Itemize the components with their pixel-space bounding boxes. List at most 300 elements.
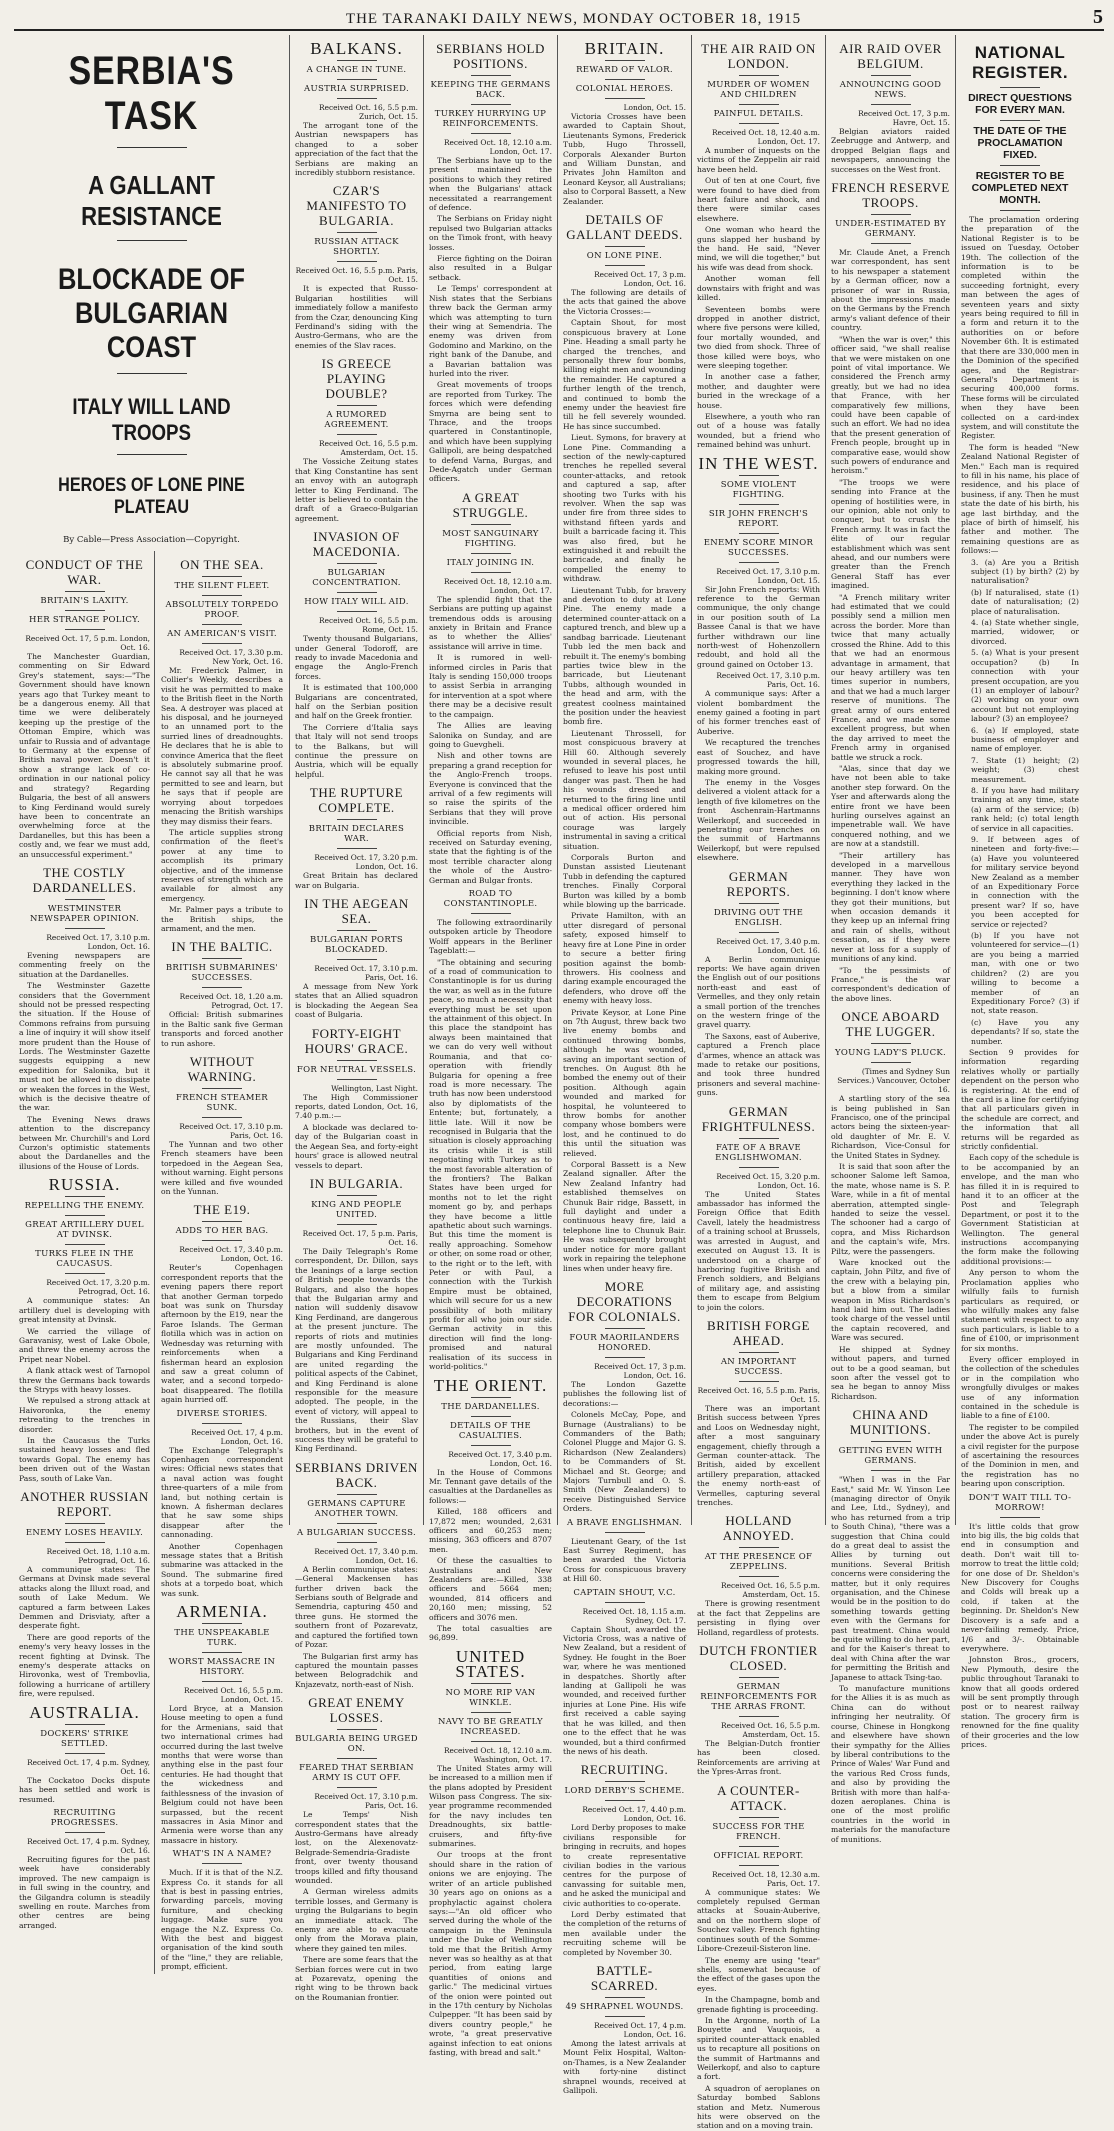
article xyxy=(563,1279,686,1514)
article-deck: AUSTRIA SURPRISED. xyxy=(304,84,409,94)
article-paragraph: The United States army will be increased to a million men if the plans adopted by President Wilson pass Congress. The six-year programme recommended for the navy includes ten Dreadnoughts, six battle-cruisers, and fifty-five submarines. xyxy=(429,1763,552,1849)
article-headline: MORE DECORATIONS FOR COLONIALS. xyxy=(568,1278,681,1324)
article-paragraph: The Serbians have up to the present maintained the positions to which they retired when the Bulgarians' attack necessitated a rearrangement of defence. xyxy=(429,156,552,213)
article-paragraph: Section 9 provides for information regarding relatives wholly or partially dependent on the person who is registering. At the end of the card is a line for certifying that all particulars given in the schedule are correct, and the information that all returns will be regarded as strictly confidential. xyxy=(961,1047,1079,1151)
article-paragraph: Private Hamilton, with an utter disregard of personal safety, exposed himself to heavy fire at Lone Pine in order to secure a better firing position against the bomb-throwers. His coolness and daring example encouraged the defenders, who drove off the enemy with heavy loss. xyxy=(563,911,686,1006)
article-headline: IN BULGARIA. xyxy=(309,1175,404,1191)
article-paragraph: The United States ambassador has informed the Foreign Office that Edith Cavell, lately the headmistress of a training school at Brussels, was arrested in August, and executed on August 13. It is understood on a charge of harboring fugitive British and French soldiers, and Belgians of military age, and assisting them to escape from Belgium to join the colors. xyxy=(697,1189,820,1312)
rule xyxy=(65,610,105,611)
article-paragraph: Ware knocked out the captain, John Piltz, and five of the crew with a belaying pin, but a blow from a similar weapon in Miss Richardson's hand laid him out. The ladies took charge of the vessel until the captain recovered, and Ware was secured. xyxy=(831,1258,950,1343)
article xyxy=(961,1048,1079,1489)
article-paragraph: Lord Derby proposes to make civilians responsible for bringing in recruits, and hopes to create representative civilian bodies in the various centres for the purpose of canvassing for suitable men, and he asked the municipal and civic authorities to co-operate. xyxy=(563,1823,686,1908)
article-paragraph: A flank attack west of Tarnopol threw the Germans back towards the Stryps with heavy losses. xyxy=(19,1366,150,1394)
article-paragraph: The Allies are leaving Salonika on Sunday, and are going to Guevgheli. xyxy=(429,721,552,749)
article-deck: ENEMY SCORE MINOR SUCCESSES. xyxy=(703,537,814,558)
article-paragraph: We recaptured the trenches east of Souchez, and have progressed towards the hill, making more ground. xyxy=(697,738,820,776)
rule xyxy=(739,504,779,505)
article xyxy=(161,1849,283,1971)
rule xyxy=(871,1470,911,1471)
article-dateline: Received Oct. 18, 12.10 a.m. London, Oct. 17. xyxy=(443,138,552,156)
article-paragraph: Colonels McCay, Pope, and Burnage (Australians) to be Commanders of the Bath; Colonel Plugge and Major G. S. Richardson (New Zealanders) to be Commanders of St. Michael and St. George; and Majors Turnbull and O. S. Smith (New Zealanders) to receive Distinguished Service Orders. xyxy=(563,1410,686,1514)
article-paragraph: The enemy are using "tear" shells, somewhat because of the effect of the gases upon the eyes. xyxy=(697,1955,820,1993)
article-dateline: Received Oct. 17, 3.20 p.m. Petrograd, Oct. 16. xyxy=(46,1278,150,1297)
rule xyxy=(1000,165,1040,166)
article-deck: ROAD TO CONSTANTINOPLE. xyxy=(443,889,538,909)
rule xyxy=(202,1240,242,1241)
article-dateline: Received Oct. 18, 1.20 a.m. Petrograd, Oct. 17. xyxy=(179,992,283,1011)
article-dateline: Received Oct. 17, 4.40 p.m. London, Oct. 16. xyxy=(582,1805,686,1824)
article-deck: REPELLING THE ENEMY. xyxy=(24,1201,145,1212)
rule xyxy=(605,1357,645,1358)
rule xyxy=(605,1997,645,1998)
rule xyxy=(202,1623,242,1624)
article-headline: BRITAIN. xyxy=(584,39,665,58)
article-headline: WITHOUT WARNING. xyxy=(187,1054,257,1084)
article-paragraph: Lieutenant Tubb, for bravery and devotion to duty at Lone Pine. The enemy made a determined counter-attack on a captured trench, and blew up a sandbag barricade. Lieutenant Tubb led the men back and rebuilt it. The enemy's bombing parties twice blew in the barricade, but Lieutenant Tubbs, although wounded in the head and arm, with the greatest coolness maintained the position under the heaviest bomb fire. xyxy=(563,585,686,727)
article-deck: CAPTAIN SHOUT, V.C. xyxy=(573,1587,676,1598)
rule xyxy=(739,1547,779,1548)
article-paragraph: The total casualties are 96,899. xyxy=(429,1624,552,1643)
article xyxy=(295,1460,418,1689)
article xyxy=(19,557,150,859)
rule xyxy=(337,1758,377,1759)
rule xyxy=(471,75,511,76)
article-dateline: Received Oct. 16, 5.5 p.m. Paris, Oct. 15. xyxy=(295,266,418,285)
article xyxy=(19,1808,150,1930)
headline-italy: ITALY WILL LAND TROOPS xyxy=(72,394,231,445)
rule xyxy=(605,1781,645,1782)
article-paragraph: The Cockatoo Docks dispute has been settled and work is resumed. xyxy=(19,1775,150,1804)
article-paragraph: The High Commissioner reports, dated London, Oct. 16, 7.40 p.m.:— xyxy=(295,1092,418,1121)
article xyxy=(697,1104,820,1312)
article-paragraph: There are some fears that the Serbian forces were cut in two at Pozarevatz, opening the right wing to be thrown back on the Roumanian frontier. xyxy=(295,1955,418,2002)
article-paragraph: Corporal Bassett is a New Zealand signaller. After the New Zealand Infantry had established themselves on Chunuk Bair ridge, Bassett, in full daylight and under a continuous heavy fire, laid a telephone line to Chunuk Bair. He was subsequently brought under notice for more gallant work in repairing the telephone lines when under heavy fire. xyxy=(563,1160,686,1273)
article-headline: THE ORIENT. xyxy=(433,1375,548,1395)
article-paragraph: Among the latest arrivals at Mount Felix Hospital, Walton-on-Thames, is a New Zealander with forty-nine distinct shrapnel wounds, received at Gallipoli. xyxy=(563,2039,686,2096)
article-deck: BULGARIAN CONCENTRATION. xyxy=(312,568,401,589)
rule xyxy=(337,959,377,960)
article-paragraph: Johnston Bros., grocers, New Plymouth, desire the public throughout Taranaki to know that all goods ordered will be sent promptly through post or to nearest railway station. The grocery firm is renowned for the fine quality of their groceries and the low prices. xyxy=(961,1655,1079,1749)
article xyxy=(161,939,283,1048)
article xyxy=(161,1604,283,1845)
article xyxy=(19,1177,150,1483)
article-headline: THE COSTLY DARDANELLES. xyxy=(32,864,137,895)
article-headline: CHINA AND MUNITIONS. xyxy=(849,1407,932,1438)
article-paragraph: Our troops at the front should share in the ration of onions we are enjoying. The writer of an article published 30 years ago on onions as a prophylactic against cholera says:—"An old officer who served during the whole of the campaign in the Peninsula under the Duke of Wellington told me that the British Army never was so healthy as at that period, from eating large quantities of onions and garlic." The medicinal virtues of the onion were pointed out in the 17th century by Nicholas Culpepper. "It has been said by divers country people," he wrote, "a great preservative against infection to eat onions fasting, with bread and salt." xyxy=(429,1850,552,2057)
article-headline: ANOTHER RUSSIAN REPORT. xyxy=(20,1489,149,1519)
rule xyxy=(739,1677,779,1678)
rule xyxy=(337,98,377,99)
article-paragraph: Another Copenhagen message states that a British submarine was attacked in the Sound. The submarine fired shots at a torpedo boat, which was sunk. xyxy=(161,1541,283,1598)
divider xyxy=(117,147,187,148)
article xyxy=(831,41,950,174)
article-paragraph: Lieutenant Throssell, for most conspicuous bravery at Hill 60. Although severely wounded in several places, he refused to leave his post until danger was past. Then he had his wounds dressed and returned to the firing line until a medical officer ordered him out of action. His personal courage was largely instrumental in saving a critical situation. xyxy=(563,728,686,851)
article-paragraph: Mr. Palmer pays a tribute to the British ships, the armament, and the men. xyxy=(161,905,283,933)
article-paragraph: Lieut. Symons, for bravery at Lone Pine. Commanding a section of the newly-captured trenches he repelled several counter-attacks, and retook and captured a sap, after shooting two Turks with his revolver. When the sap was under fire from three sides to withstand fifteen yards and built a barricade facing it. This was also fired, but he extinguished it and rebuilt the barricade, and finally he compelled the enemy to withdraw. xyxy=(563,433,686,584)
article xyxy=(429,41,552,484)
rule xyxy=(605,2016,645,2017)
article-deck: AT THE PRESENCE OF ZEPPELINS. xyxy=(704,1552,813,1573)
article xyxy=(697,41,820,450)
rule xyxy=(337,848,377,849)
rule xyxy=(202,1117,242,1118)
article-headline: CZAR'S MANIFESTO TO BULGARIA. xyxy=(306,183,407,229)
article-deck: MOST SANGUINARY FIGHTING. xyxy=(442,528,539,549)
masthead-title: THE TARANAKI DAILY NEWS, MONDAY OCTOBER 18, 1915 xyxy=(345,11,802,27)
article-dateline: Received Oct. 16, 5.5 p.m. Paris, Oct. 15. xyxy=(697,1385,820,1404)
article-dateline: Received Oct. 17, 5 p.m. Paris, Oct. 16. xyxy=(302,1228,418,1247)
article-paragraph: "Alas, since that day we have not been able to take another step forward. On the Yser and afterwards along the entire front we have been hurling ourselves against an impenetrable wall. We have conquered nothing, and we are now at a standstill. xyxy=(831,763,950,849)
article-paragraph: "The obtaining and securing of a road of communication to Constantinople is for us during the war, as well as in the future peace, so much a necessity that everything must be set upon the attainment of this object. In this place the standpoint has always been maintained that we can do very well without Roumania, and that co-operation with friendly Bulgaria for opening a free road is more necessary. The truth has now been understood also by diplomatists of the Entente; but, fortunately, a little late. Will it now be recognised in Bulgaria that the situation is closely approaching its crisis while it is still negotiating with Turkey as to the most favorable alteration of the frontiers? The Balkan States have been urged for months not to let the right moment go by, and perhaps they have become a little apathetic about such warnings. But this time the moment is really approaching. Somehow or other, on some road or other, to the right or to the left, with Peter or with Paul, a connection with the Turkish Empire must be obtained, which will secure for us a new possibility of both military profit for all who join our side. German activity in this direction will find the long-promised and natural realisation of its success in world-politics." xyxy=(429,957,552,1372)
article-headline: SERBIANS HOLD POSITIONS. xyxy=(436,41,545,71)
column-balkans xyxy=(290,35,424,2002)
article-deck: A RUMORED AGREEMENT. xyxy=(324,410,389,431)
article xyxy=(563,1963,686,2095)
article-paragraph: In the Argonne, north of La Bouyette and Vauquois, a spirited counter-attack enabled us to recapture all positions on the summit of Hartmanns and Weilerkopf, and also to capture a fort. xyxy=(697,2015,820,2082)
rule xyxy=(739,562,779,563)
article xyxy=(161,1409,283,1599)
article-deck: ADDS TO HER BAG. xyxy=(175,1226,269,1237)
article-deck: NO MORE RIP VAN WINKLE. xyxy=(445,1687,536,1708)
article-deck: AN AMERICAN'S VISIT. xyxy=(167,629,277,639)
article-headline: SERBIANS DRIVEN BACK. xyxy=(295,1459,418,1490)
article-paragraph: To manufacture munitions for the Allies it is as much as China can do without infringing her neutrality. Of course, Chinese in Hongkong and elsewhere have shown their sympathy for the Allies by liberal contributions to the Prince of Wales' War Fund and the various Red Cross funds, and also by providing the British with more than half-a-dozen aeroplanes. China is one of the most prolific countries in the world in materials for the manufacture of munitions. xyxy=(831,1684,950,1844)
article-paragraph: Much. If it is that of the N.Z. Express Co. it stands for all that is best in passing entries, forwarding parcels, moving furniture, and checking luggage. Make sure you engage the N.Z. Express Co. With the best and biggest organisation of the kind south of the "line," they are reliable, prompt, efficient. xyxy=(161,1868,283,1972)
article-dateline: Received Oct. 17, 5 p.m. London, Oct. 16. xyxy=(25,634,150,652)
article-paragraph: Lieutenant Geary, of the 1st East Surrey Regiment, has been awarded the Victoria Cross for conspicuous bravery at Hill 60. xyxy=(563,1536,686,1584)
article-paragraph: Fierce fighting on the Doiran also resulted in a Bulgar setback. xyxy=(429,254,552,282)
article-paragraph: Le Temps' correspondent at Nish states that the Serbians threw back the German army which was attempting to turn their wing at Semendria. The enemy was driven from Godomino and Markino, on the right bank of the Danube, and a Bavarian battalion was hurled into the river. xyxy=(429,284,552,378)
article-paragraph: A communique says: After a violent bombardment the enemy gained a footing in part of his former trenches east of Auberive. xyxy=(697,689,820,736)
rule xyxy=(337,1787,377,1788)
article-deck: DON'T WAIT TILL TO-MORROW! xyxy=(968,1492,1072,1513)
article-deck: DRIVING OUT THE ENGLISH. xyxy=(713,907,804,928)
rule xyxy=(739,1167,779,1168)
article-deck: THE SILENT FLEET. xyxy=(174,581,270,591)
article-dateline: Received Oct. 17, 3.20 p.m. London, Oct. 16. xyxy=(314,853,418,872)
orient-stories xyxy=(429,1375,552,2058)
rule xyxy=(605,1532,645,1533)
article-deck: SIR JOHN FRENCH'S REPORT. xyxy=(708,508,809,529)
masthead xyxy=(14,6,1104,31)
article-paragraph: Belgian aviators raided Zeebrugge and Antwerp, and dropped Belgian flags and newspapers, announcing the successes on the West front. xyxy=(831,127,950,174)
article-dateline: Received Oct. 16, 5.5 p.m. Amsterdam, Oct. 15. xyxy=(721,1581,820,1600)
article-dateline: London, Oct. 15. xyxy=(623,103,686,112)
article-deck: TURKEY HURRYING UP REINFORCEMENTS. xyxy=(434,109,547,129)
rule xyxy=(605,60,645,61)
article-paragraph: A number of inquests on the victims of the Zeppelin air raid have been held. xyxy=(697,146,820,174)
article-paragraph: "Their artillery has developed in a marvellous manner. They have won everything they lacked in the beginning. I don't know where they got their munitions, but when occasion demands it they keep up an infernal fring and rain of shells, without cessation, as if they were never at loss for a supply of munitions of any kind. xyxy=(831,850,950,964)
article xyxy=(295,41,418,177)
article-paragraph: A blockade was declared to-day of the Bulgarian coast in the Aegean Sea, and forty-eight hours' grace is allowed neutral vessels to depart. xyxy=(295,1122,418,1170)
article-deck: TURKS FLEE IN THE CAUCASUS. xyxy=(35,1249,134,1270)
article-dateline: Received Oct. 17, 3.40 p.m. London, Oct. 16. xyxy=(716,936,820,955)
byline: By Cable—Press Association—Copyright. xyxy=(63,535,240,545)
rule xyxy=(65,591,105,592)
headline-gallant-resistance: A GALLANT RESISTANCE xyxy=(81,170,222,231)
article-deck: WESTMINSTER NEWSPAPER OPINION. xyxy=(29,903,140,924)
article-dateline: Received Oct. 18, 12.10 a.m. London, Oct. 17. xyxy=(443,576,552,595)
article-paragraph: The London Gazette publishes the following list of decorations:— xyxy=(563,1379,686,1408)
article-paragraph: 5. (a) What is your present occupation? (b) In connection with your present occupation, are you (1) an employer of labour? (2) working on your own account but not employing labour? (3) an employee? xyxy=(971,648,1079,724)
article-deck: 49 SHRAPNEL WOUNDS. xyxy=(565,2002,684,2012)
article-dateline: Received Oct. 17, 4 p.m. London, Oct. 16. xyxy=(594,2021,686,2039)
article xyxy=(563,1518,686,1584)
article-deck: SOME VIOLENT FIGHTING. xyxy=(720,479,797,500)
article-deck: RUSSIAN ATTACK SHORTLY. xyxy=(314,237,399,258)
rule xyxy=(337,1079,377,1080)
article xyxy=(961,1493,1079,1750)
rule xyxy=(337,563,377,564)
article-deck: FOR NEUTRAL VESSELS. xyxy=(296,1064,417,1075)
article-headline: UNITED STATES. xyxy=(455,1646,526,1681)
article-headline: GERMAN REPORTS. xyxy=(726,868,791,899)
article-deck: UNDER-ESTIMATED BY GERMANY. xyxy=(835,219,946,240)
article-headline: BRITISH FORGE AHEAD. xyxy=(707,1317,810,1348)
article-deck: DOCKERS' STRIKE SETTLED. xyxy=(40,1728,129,1749)
rule xyxy=(605,1800,645,1801)
rule xyxy=(871,1441,911,1442)
rule xyxy=(65,1542,105,1543)
article-paragraph: The Evening News draws attention to the discrepancy between Mr. Churchill's and Lord Curzon's optimistic statements about the Dardanelles and the illusions of the House of Lords. xyxy=(19,1114,150,1171)
article-headline: HOLLAND ANNOYED. xyxy=(722,1513,795,1544)
article-paragraph: The arrogant tone of the Austrian newspapers has changed to a sober appreciation of the fact that the Serbians are making an incredibly stubborn resistance. xyxy=(295,121,419,178)
article-paragraph: 4. (a) State whether single, married, widower, or divorced. xyxy=(971,618,1079,646)
article-dateline: Received Oct. 17, 3 p.m. London, Oct. 16. xyxy=(594,1361,686,1380)
lead-subcolumns xyxy=(19,551,284,1974)
article-headline: ONCE ABOARD THE LUGGER. xyxy=(841,1009,940,1040)
rule xyxy=(202,987,242,988)
article xyxy=(961,43,1079,556)
article-paragraph: Le Temps' Nish correspondent states that the Austro-Germans have already lost, on the Alexenovatz-Belgrade-Semendria-Gradiste front, over twenty thousand troops killed and fifty thousand wounded. xyxy=(295,1810,418,1885)
article-paragraph: One woman who heard the guns slapped her husband by the hand. He said, "Never mind, we will die together," but his wife was dead from shock. xyxy=(697,225,820,272)
rule xyxy=(202,1863,242,1864)
article xyxy=(161,1202,283,1404)
article-paragraph: Out of ten at one Court, five were found to have died from heart failure and shock, and there were similar cases elsewhere. xyxy=(697,176,820,223)
rule xyxy=(871,214,911,215)
article-headline: BATTLE-SCARRED. xyxy=(590,1963,659,1993)
rule xyxy=(337,930,377,931)
rule xyxy=(739,75,779,76)
article-dateline: Received Oct. 17, 3 p.m. London, Oct. 16. xyxy=(594,270,686,289)
subcolumn-right xyxy=(155,551,283,1974)
article-paragraph: Recruiting figures for the past week have considerably improved. The new campaign is in full swing in the country, and the Gilgandra column is steadily swelling en route. Marches from other centres are being arranged. xyxy=(19,1854,150,1930)
article-dateline: Received Oct. 18, 12.40 a.m. London, Oct. 17. xyxy=(711,128,820,146)
rule xyxy=(337,261,377,262)
article-paragraph: Any person to whom the Proclamation applies who wilfully fails to furnish particulars as required, or who wilfully makes any false statement with respect to any such particulars, is liable to a fine of £100, or imprisonment for six months. xyxy=(961,1268,1079,1353)
article xyxy=(697,453,820,670)
article-deck: REWARD OF VALOR. xyxy=(576,65,673,75)
rule xyxy=(739,903,779,904)
article-paragraph: The Belgian-Dutch frontier has been closed. Reinforcements are arriving at the Ypres-Arras front. xyxy=(697,1739,820,1777)
article-paragraph: In the House of Commons Mr. Tennant gave details of the casualties at the Dardanelles as follows:— xyxy=(429,1467,552,1505)
rule xyxy=(202,643,242,644)
article-headline: AUSTRALIA. xyxy=(29,1702,140,1722)
article-headline: THE E19. xyxy=(193,1202,251,1218)
rule xyxy=(65,899,105,900)
article-headline: A GREAT STRUGGLE. xyxy=(452,489,529,520)
article-headline: RUSSIA. xyxy=(48,1175,121,1195)
article-headline: DETAILS OF GALLANT DEEDS. xyxy=(566,212,683,243)
article-paragraph: It is estimated that 100,000 Bulgarians are concentrated, half on the Serbian position and half on the Greek frontier. xyxy=(295,683,418,721)
article-dateline: Received Oct. 18, 1.15 a.m. Sydney, Oct. 17. xyxy=(582,1606,686,1625)
article-paragraph: A Berlin communique reports: We have again driven the English out of our positions north-east and east of Vermelles, and they only retain a small portion of the trenches on the western fringe of the gravel quarry. xyxy=(697,954,820,1030)
rule xyxy=(471,1683,511,1684)
rule xyxy=(471,553,511,554)
rule xyxy=(202,1681,242,1682)
rule xyxy=(202,958,242,959)
article-paragraph: The proclamation ordering the preparation of the National Register is to be issued on Tuesday, October 19th. The collection of the information is to be completed within the succeeding fortnight, every man between the ages of seventeen years and sixty years being required to fill in a form and return it to the authorities on or before November 6th. It is estimated that there are 330,000 men in the Dominion of the specified ages, and the Registrar-General's Department is securing 400,000 forms. These forms will be circulated when they have been collected on a card-index system, and will constitute the Register. xyxy=(961,215,1079,441)
article-deck: DIVERSE STORIES. xyxy=(176,1408,268,1419)
article-deck: DIRECT QUESTIONS FOR EVERY MAN. xyxy=(968,92,1072,116)
article-paragraph: Corporals Burton and Dunstan assisted Lieutenant Tubb in defending the captured trenches. Finally Corporal Burton was killed by a bomb while blowing up the barricade. xyxy=(563,853,686,910)
rule xyxy=(202,1652,242,1653)
rule xyxy=(337,1494,377,1495)
article-paragraph: In the Caucasus the Turks sustained heavy losses and fled towards Gopal. The enemy has been driven out of the Wastan Pass, south of Lake Van. xyxy=(19,1435,150,1483)
article-paragraph: A startling story of the sea is being published in San Francisco, one of the principal actors being the sixteen-year-old daughter of Mr. E. V. Richardson, Vice-Consul for the United States in Sydney. xyxy=(831,1094,950,1160)
article-dateline: Received Oct. 17, 3.10 p.m. Paris, Oct. 16. xyxy=(314,964,418,983)
rule xyxy=(337,592,377,593)
rule xyxy=(337,611,377,612)
article-deck: THE DARDANELLES. xyxy=(441,1401,540,1412)
article xyxy=(563,212,686,1273)
rule xyxy=(337,232,377,233)
article-paragraph: Reuter's Copenhagen correspondent reports that the evening papers there report that another German torpedo boat was sunk on Thursday afternoon by the E19, near the Faroe Islands. The German flotilla which was in action on Wednesday was returning with reinforcements when a fisherman heard an explosion and saw a great column of water, and a second torpedo-boat disappeared. The flotilla again hurried off. xyxy=(161,1263,283,1405)
rule xyxy=(739,932,779,933)
rule xyxy=(739,1716,779,1717)
article xyxy=(161,557,283,933)
article-paragraph: The Vossiche Zeitung states that King Constantine has sent an envoy with an autograph letter to King Ferdinand. The letter is believed to contain the draft of a Graeco-Bulgarian agreement. xyxy=(295,457,418,523)
article-paragraph: The Daily Telegraph's Rome correspondent, Dr. Dillon, says the leanings of a large section of British people towards the Bulgars, and also the hopes that the Bulgarian army and nation will suddenly disavow King Ferdinand, are dangerous at the present juncture. The reports of riots and mutinies are mostly unfounded. The Bulgarians and King Ferdinand are united regarding the political aspects of the Cabinet, and King Ferdinand is alone responsible for the measure adopted. The people, in the event of victory, will appeal to the Russians, their Slav brothers, but in the event of success they will be grateful to King Ferdinand. xyxy=(295,1246,418,1454)
article-paragraph: (b) If you have not volunteered for service—(1) are you being a married man, with one or two children? (2) are you willing to become a member of an Expeditionary Force? (3) if not, state reason. xyxy=(971,931,1079,1016)
article-paragraph: Victoria Crosses have been awarded to Captain Shout, Lieutenants Symons, Frederick Tubb, Hugo Throssell, Corporals Alexander Burton and William Dunstan, and Privates John Hamilton and Leonard Keysor, all Australians; also to Corporal Bassett, a New Zealander. xyxy=(563,112,686,206)
headline-serbias-task: SERBIA'S TASK xyxy=(68,49,235,138)
article-deck: ANNOUNCING GOOD NEWS. xyxy=(839,80,942,100)
headline-heroes: HEROES OF LONE PINE PLATEAU xyxy=(58,475,245,518)
headline-blockade: BLOCKADE OF BULGARIAN COAST xyxy=(58,263,245,364)
article-dateline: Received Oct. 17, 3.10 p.m. Paris, Oct. 16. xyxy=(314,1792,418,1811)
article-paragraph: (b) If naturalised, state (1) date of naturalisation; (2) place of naturalisation. xyxy=(971,587,1079,616)
article-paragraph: Official: British submarines in the Baltic sank five German transports and forced another to run ashore. xyxy=(161,1010,283,1048)
article xyxy=(831,1407,950,1844)
article-dateline: Received Oct. 18, 12.10 a.m. Washington, Oct. 17. xyxy=(443,1745,552,1764)
article-paragraph: "When the war is over," this officer said, "we shall realise that we were mistaken on one point of vital importance. We considered the French army greatly, but we had no idea that France, with her comparatively few millions, could have been capable of such an effort. We had no idea that the present generation of French people, brought up in comparative ease, would show such powers of endurance and heroism." xyxy=(831,334,950,476)
article xyxy=(563,41,686,206)
article-paragraph: The Saxons, east of Auberive, captured a French place d'armes, whence an attack was made to retake our positions, and took three hundred prisoners and several machine-guns. xyxy=(697,1031,820,1098)
article-deck: PAINFUL DETAILS. xyxy=(713,109,804,119)
article-headline: ON THE SEA. xyxy=(180,557,264,572)
column-belgium xyxy=(826,35,956,1844)
article-dateline: Received Oct. 18, 12.30 a.m. Paris, Oct. 17. xyxy=(711,1869,820,1888)
article-deck: MURDER OF WOMEN AND CHILDREN xyxy=(707,80,810,100)
rule xyxy=(739,475,779,476)
article-deck: A CHANGE IN TUNE. xyxy=(306,65,407,75)
article-paragraph: Mr. Claude Anet, a French war correspondent, has sent to his newspaper a statement by a German officer, now a prisoner of war in Russia, about the impressions made on the Germans by the French army's valiant defence of their country. xyxy=(831,248,950,333)
rule xyxy=(471,1712,511,1713)
article-paragraph: "The troops we were sending into France at the opening of hostilities were, in our opinion, able not only to conquer, but to crush the French army. It was in fact the élite of our regular establishment which was sent ahead, and our numbers were greater than the French General Staff has ever imagined. xyxy=(831,477,950,591)
article-dateline: Received Oct. 17, 3.30 p.m. New York, Oct. 16. xyxy=(179,648,283,666)
article-deck: BRITAIN'S LAXITY. xyxy=(40,596,129,606)
article-deck: HOW ITALY WILL AID. xyxy=(304,597,409,608)
article xyxy=(563,1588,686,1757)
rule xyxy=(605,98,645,99)
article-paragraph: The Manchester Guardian, commenting on Sir Edward Grey's statement, says:—"The Government should have known years ago that Turkey meant to be a dangerous enemy. All that time we were deliberately keeping up the prestige of the Ottoman Empire, which was unfair to Russia and of advantage to Germany at the expense of British naval power. Doesn't it show a strange lack of co-ordination in our national policy and strategy? Regarding Bulgaria, the best of all answers to King Ferdinand would surely have been to concentrate an overwhelming force at the Dardanelles, but this has been a costly and, we fear we must add, an unsuccessful experiment." xyxy=(19,652,150,859)
rule xyxy=(605,79,645,80)
article-deck: HER STRANGE POLICY. xyxy=(29,615,140,625)
article xyxy=(697,1513,820,1637)
rule xyxy=(739,1865,779,1866)
rule xyxy=(202,595,242,596)
rule xyxy=(871,75,911,76)
article-deck: A BULGARIAN SUCCESS. xyxy=(297,1527,416,1538)
article-deck: GERMAN REINFORCEMENTS FOR THE ARRAS FRONT. xyxy=(700,1682,817,1713)
rule xyxy=(471,1416,511,1417)
article-paragraph: Another woman fell downstairs with fright and was killed. xyxy=(697,274,820,303)
subcolumn-left xyxy=(19,551,155,1974)
rule xyxy=(871,1062,911,1063)
divider xyxy=(117,240,187,241)
rule xyxy=(739,123,779,124)
article-deck: ENEMY LOSES HEAVILY. xyxy=(25,1528,144,1538)
rule xyxy=(65,629,105,630)
article xyxy=(961,558,1079,1046)
article-deck: GREAT ARTILLERY DUEL AT DVINSK. xyxy=(25,1220,144,1241)
article-headline: AIR RAID OVER BELGIUM. xyxy=(839,41,942,71)
article-deck: ABSOLUTELY TORPEDO PROOF. xyxy=(165,600,279,620)
article-paragraph: 8. If you have had military training at any time, state (a) arm of the service; (b) rank held; (c) total length of service in all capacities. xyxy=(971,785,1079,833)
rule xyxy=(337,1195,377,1196)
article-deck: GERMANS CAPTURE ANOTHER TOWN. xyxy=(307,1498,406,1519)
article-dateline: Received Oct. 17, 3.40 p.m. London, Oct. 16. xyxy=(448,1449,552,1468)
article-paragraph: 9. If between ages of nineteen and forty-five:—(a) Have you volunteered for military service beyond New Zealand as a member of an Expeditionary Force in connection with the present war? If so, have you been accepted for service or rejected? xyxy=(971,835,1079,929)
article-deck: REGISTER TO BE COMPLETED NEXT MONTH. xyxy=(971,170,1069,206)
article-headline: IN THE WEST. xyxy=(698,453,819,473)
rule xyxy=(202,576,242,577)
article-headline: ARMENIA. xyxy=(176,1602,268,1622)
article-dateline: Received Oct. 18, 1.10 a.m. Petrograd, Oct. 16. xyxy=(46,1547,150,1565)
rule xyxy=(202,1423,242,1424)
article-paragraph: The following are details of the acts that gained the above the Victoria Crosses:— xyxy=(563,288,686,316)
rule xyxy=(871,104,911,105)
page-number: 5 xyxy=(1093,6,1104,28)
article-deck: GETTING EVEN WITH GERMANS. xyxy=(838,1446,943,1467)
article xyxy=(19,1702,150,1804)
rule xyxy=(337,1224,377,1225)
article-dateline: Received Oct. 17, 3.10 p.m. Paris, Oct. 16. xyxy=(179,1122,283,1140)
article-deck: THE UNSPEAKABLE TURK. xyxy=(174,1628,270,1649)
article-paragraph: Evening newspapers are commenting freely on the situation at the Dardanelles. xyxy=(19,950,150,979)
article-dateline: Received Oct. 16, 5.5 p.m. Zurich, Oct. 15. xyxy=(319,103,418,121)
article xyxy=(697,869,820,1098)
article-paragraph: The Exchange Telegraph's Copenhagen correspondent wires: Official news states that a naval action was fought three-quarters of a mile from land, but nothing certain is known. A fisherman declares that he saw some ships disappear after the cannonading. xyxy=(161,1445,283,1540)
article-dateline: Received Oct. 17, 3.40 p.m. London, Oct. 16. xyxy=(314,1546,418,1565)
article-paragraph: A message from New York states that an Allied squadron is blockading the Aegean Sea coast of Bulgaria. xyxy=(295,982,418,1020)
rule xyxy=(739,1576,779,1577)
article xyxy=(295,1026,418,1170)
rule xyxy=(65,1196,105,1197)
article-deck: BULGARIA BEING URGED ON. xyxy=(295,1734,418,1755)
rule xyxy=(1000,120,1040,121)
article-deck: BRITAIN DECLARES WAR. xyxy=(308,824,405,845)
article-paragraph: A Berlin communique states:—General Mackensen has further driven back the Serbians south of Belgrade and Semendria, capturing 450 and three guns. He stormed the southern front of Pozarevatz, and captured the fortified town of Pozar. xyxy=(295,1564,418,1650)
article xyxy=(161,1054,283,1196)
article xyxy=(697,1318,820,1507)
article xyxy=(429,1375,552,1643)
rule xyxy=(65,928,105,929)
article-paragraph: The enemy in the Vosges delivered a violent attack for a length of five kilometres on the front Aschenrain-Hartmanns Weilerkopf, and succeeded in penetrating our trenches on the summit of Hartmanns Weilerkopf, but were repulsed elsewhere. xyxy=(697,777,820,863)
article-deck: FOUR MAORILANDERS HONORED. xyxy=(569,1332,680,1353)
article-deck: LORD DERBY'S SCHEME. xyxy=(564,1786,685,1797)
